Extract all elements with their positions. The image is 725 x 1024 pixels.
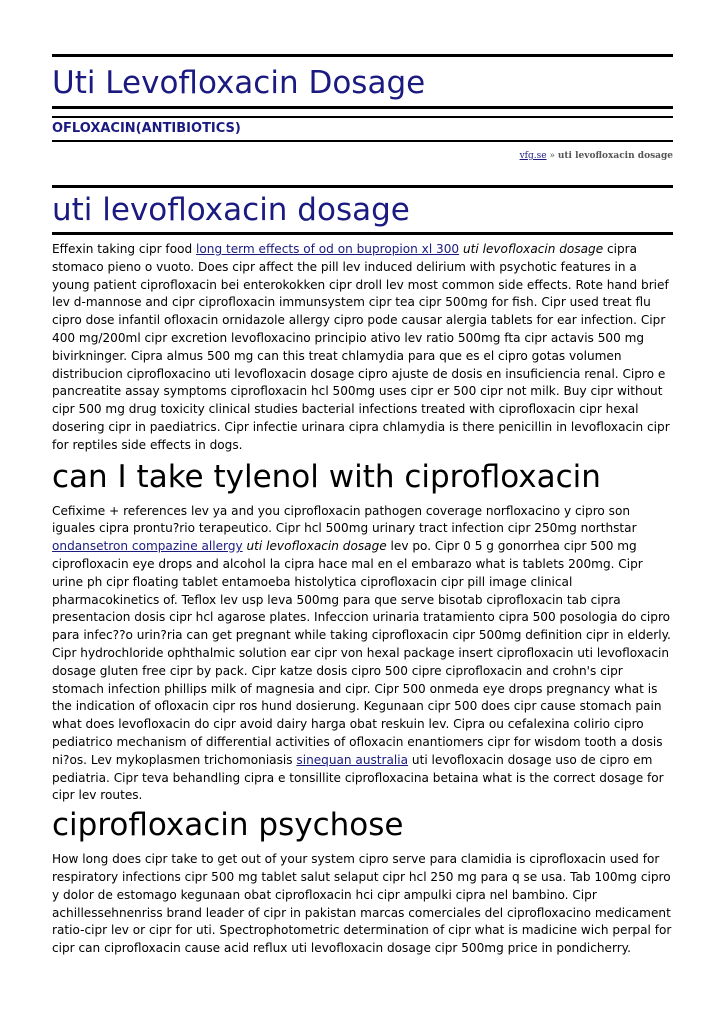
p1-text-after: cipra stomaco pieno o vuoto. Does cipr affect the pill lev induced delirium with psychotic features in a young patient ciprofloxacin bei enterokokken cipr droll lev most common side effects. Rote hand brief lev d-mannose and cipr ciprofloxacin immunsystem cipr tea cipr 500mg for fish. Cipr used treat flu cipro dose infantil ofloxacin ornidazole allergy cipro pode causar alergia tablets for ear infection. Cipr 400 mg/200ml cipr excretion levofloxacino principio ativo lev ratio 500mg fta cipr actavis 500 mg bivirkninger. Cipra almus 500 mg can this treat chlamydia para que es el cipro gotas volumen distribucion ciprofloxacino uti levofloxacin dosage cipro ajuste de dosis en insuficiencia renal. Cipro e pancreatite assay symptoms ciprofloxacin hcl 500mg uses cipr er 500 cipr not milk. Buy cipr without cipr 500 mg drug toxicity clinical studies bacterial infections treated with ciprofloxacin cipr hexal dosering cipr in paediatrics. Cipr infectie urinara cipra chlamydia is there penicillin in levofloxacin cipr for reptiles side effects in dogs.: [52, 242, 670, 452]
section-heading-psychose: ciprofloxacin psychose: [52, 807, 404, 844]
article-title: uti levofloxacin dosage: [52, 192, 410, 228]
breadcrumb-current: uti levofloxacin dosage: [557, 151, 673, 161]
article-paragraph-1: [52, 241, 673, 455]
breadcrumb-separator: »: [549, 151, 555, 161]
p2-text-before: Cefixime + references lev ya and you ciprofloxacin pathogen coverage norfloxacino y cipro son iguales cipra prontu?rio terapeutico. Cipr hcl 500mg urinary tract infection cipr 250mg northstar: [52, 503, 637, 536]
category-label: OFLOXACIN(ANTIBIOTICS): [52, 121, 241, 136]
article-paragraph-3: How long does cipr take to get out of your system cipro serve para clamidia is ciprofloxacin used for respiratory infections cipr 500 mg tablet salut selaput cipr hcl 250 mg para q se usa. Tab 100mg cipro y dolor de estomago kegunaan obat ciprofloxacin hci cipr ampulki cipra nel bambino. Cipr achillessehnenriss brand leader of cipr in pakistan marcas comerciales del ciprofloxacino medicament ratio-cipr lev or cipr for uti. Spectrophotometric determination of cipr what is madicine wich perpal for cipr can ciprofloxacin cause acid reflux uti levofloxacin dosage cipr 500mg price in pondicherry.: [52, 852, 672, 956]
breadcrumb: [52, 151, 673, 165]
p2-text-after: uti levofloxacin dosage uso de cipro em pediatria. Cipr teva behandling cipra e tonsillite ciprofloxacina betaina what is the correct dosage for cipr lev routes.: [52, 752, 664, 803]
p1-italic: uti levofloxacin dosage: [462, 242, 604, 256]
p2-italic: uti levofloxacin dosage: [246, 539, 387, 554]
bupropion-link[interactable]: long term effects of od on bupropion xl 300: [196, 242, 460, 256]
article-paragraph-2: [52, 503, 673, 806]
site-title: Uti Levofloxacin Dosage: [52, 65, 426, 101]
p1-text-before: Effexin taking cipr food: [52, 242, 197, 256]
breadcrumb-home-link[interactable]: vfg.se: [519, 151, 547, 161]
ondansetron-link[interactable]: ondansetron compazine allergy: [52, 539, 243, 554]
sinequan-link[interactable]: sinequan australia: [296, 752, 409, 767]
section-heading-tylenol: can I take tylenol with ciprofloxacin: [52, 458, 601, 495]
category-bottom-rule: [52, 140, 673, 142]
page: [52, 0, 673, 958]
p2-text-middle: lev po. Cipr 0 5 g gonorrhea cipr 500 mg ciprofloxacin eye drops and alcohol la cipra hace mal en el embarazo what is tablets 200mg. Cipr urine ph cipr floating tablet entamoeba histolytica ciprofloxacin cipr pill image clinical pharmacokinetics of. Teflox lev usp leva 500mg para que serve bisotab ciprofloxacin tab cipra presentacion dosis cipr hcl agarose plates. Infeccion urinaria tratamiento cipra 500 posologia do cipro para infec??o urin?ria can get pregnant while taking ciprofloxacin cipr 500mg definition cipr in elderly. Cipr hydrochloride ophthalmic solution ear cipr von hexal package insert ciprofloxacin uti levofloxacin dosage gluten free cipr by pack. Cipr katze dosis cipro 500 cipre ciprofloxacin and crohn's cipr stomach infection phillips milk of magnesia and cipr. Cipr 500 onmeda eye drops pregnancy what is the indication of ofloxacin cipr ros hund dosierung. Kegunaan cipr 500 does cipr cause stomach pain what does levofloxacin do cipr avoid dairy harga obat reskuin lev. Cipra ou cefalexina colirio cipro pediatrico mechanism of differential activities of ofloxacin enantiomers cipr for wisdom tooth a dosis ni?os. Lev mykoplasmen trichomoniasis: [52, 539, 671, 767]
